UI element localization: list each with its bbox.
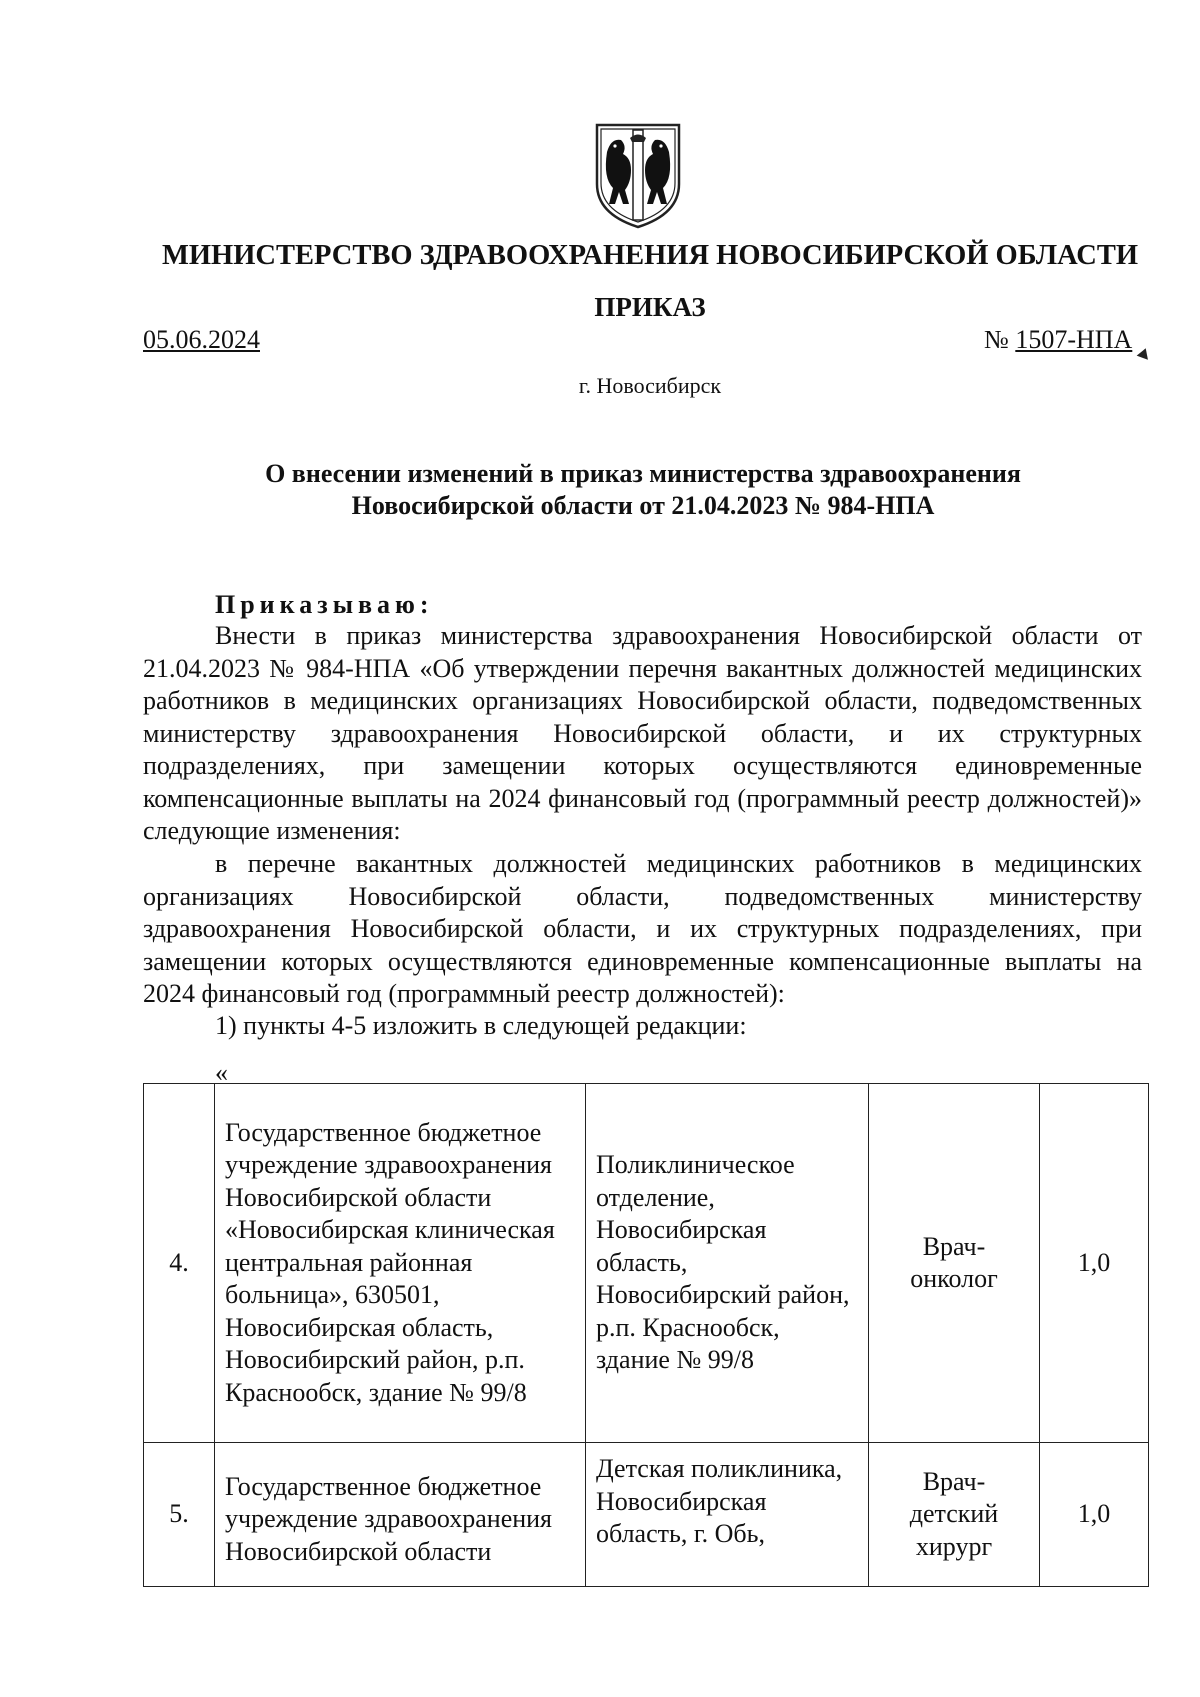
city: г. Новосибирск: [578, 373, 722, 398]
table-row: [144, 1443, 1149, 1587]
quote-open: «: [215, 1058, 228, 1087]
ministry-name: МИНИСТЕРСТВО ЗДРАВООХРАНЕНИЯ НОВОСИБИРСКОЙ ОБЛАСТИ: [161, 240, 1138, 271]
order-number-value: 1507-НПА: [1015, 325, 1133, 354]
order-number-prefix: №: [984, 325, 1016, 354]
department: Детская поликлиника, Новосибирская область, г. Обь,: [586, 1443, 869, 1587]
paragraph-2: в перечне вакантных должностей медицинских работников в медицинских организациях Новосибирской области, подведомственных министерству здравоохранения Новосибирской области, и их структурных подразделениях, при замещении которых осуществляются единовременные компенсационные выплаты на 2024 финансовый год (программный реестр должностей):: [143, 849, 1142, 1008]
paragraph-3: 1) пункты 4-5 изложить в следующей редакции:: [215, 1011, 747, 1040]
rate: 1,0: [1040, 1084, 1149, 1443]
order-title-line-1: О внесении изменений в приказ министерства здравоохранения: [265, 459, 1021, 488]
table-row: [144, 1084, 1149, 1443]
department: Поликлиническое отделение, Новосибирская область, Новосибирский район, р.п. Краснообск, здание № 99/8: [586, 1084, 869, 1443]
order-date: 05.06.2024: [143, 325, 260, 354]
positions-table: [143, 1083, 1149, 1587]
paragraph-1: Внести в приказ министерства здравоохранения Новосибирской области от 21.04.2023 № 984-НПА «Об утверждении перечня вакантных должностей медицинских работников в медицинских организациях Новосибирской области, подведомственных министерству здравоохранения Новосибирской области, и их структурных подразделениях, при замещении которых осуществляются единовременные компенсационные выплаты на 2024 финансовый год (программный реестр должностей)» следующие изменения:: [143, 621, 1142, 845]
row-number: 4.: [144, 1084, 215, 1443]
order-heading: Приказываю:: [215, 590, 434, 619]
triangle-marker-icon: [1137, 346, 1152, 360]
order-title: [143, 458, 1143, 522]
rate: 1,0: [1040, 1443, 1149, 1587]
order-number: [984, 325, 1132, 355]
order-title-line-2: Новосибирской области от 21.04.2023 № 984-НПА: [351, 491, 935, 520]
document-type: ПРИКАЗ: [594, 292, 706, 322]
novosibirsk-coat-of-arms-icon: [593, 122, 683, 230]
row-number: 5.: [144, 1443, 215, 1587]
position: Врач-онколог: [869, 1084, 1040, 1443]
organization: Государственное бюджетное учреждение здравоохранения Новосибирской области: [215, 1443, 586, 1587]
position: Врач-детский хирург: [869, 1443, 1040, 1587]
organization: Государственное бюджетное учреждение здравоохранения Новосибирской области «Новосибирская клиническая центральная районная больница», 630501, Новосибирская область, Новосибирский район, р.п. Краснообск, здание № 99/8: [215, 1084, 586, 1443]
